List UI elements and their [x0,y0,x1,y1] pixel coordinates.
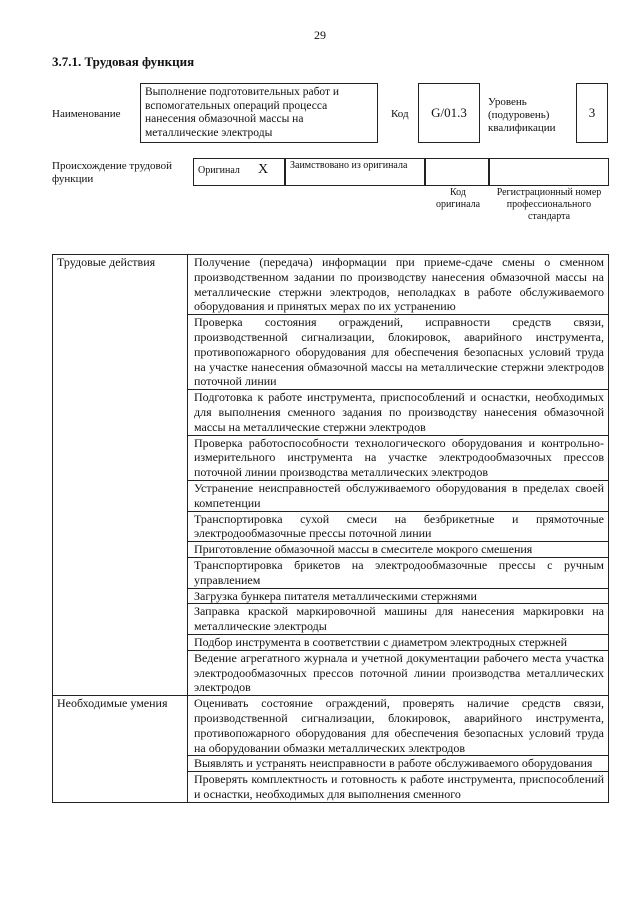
code-label: Код [391,108,409,120]
original-code-label: Код оригинала [435,187,481,210]
origin-label: Происхождение трудовой функции [52,160,173,185]
original-mark: X [258,162,269,177]
original-code-box [425,158,489,186]
table-cell: Приготовление обмазочной массы в смесителе мокрого смешения [188,542,609,558]
table-cell: Заправка краской маркировочной машины для нанесения маркировки на металлические электроды [188,604,609,635]
original-label: Оригинал [198,165,240,176]
table-row [53,255,609,315]
category-cell: Трудовые действия [53,255,188,696]
table-cell: Загрузка бункера питателя металлическими стержнями [188,588,609,604]
labor-function-table [52,254,609,803]
table-cell: Устранение неисправностей обслуживаемого оборудования в пределах своей компетенции [188,480,609,511]
table-row [53,696,609,756]
table-cell: Проверка состояния ограждений, исправности средств связи, производственной сигнализации, блокировок, аварийного инструмента, противопожарного оборудования для обеспечения безопасных условий труда на участке нанесения обмазочной массы на металлические стержни электродов поточной линии [188,315,609,390]
original-box [193,158,285,186]
table-cell: Получение (передача) информации при приеме-сдаче смены о сменном производственном задании по производству нанесения обмазочной массы на металлические стержни электродов, неполадках в работе обслуживаемого оборудования и принятых мерах по их устранению [188,255,609,315]
table-cell: Выявлять и устранять неисправности в работе обслуживаемого оборудования [188,756,609,772]
category-cell: Необходимые умения [53,696,188,803]
qualification-level-box: 3 [576,83,608,143]
borrowed-box: Заимствовано из оригинала [285,158,425,186]
function-name-box: Выполнение подготовительных работ и вспомогательных операций процесса нанесения обмазочной массы на металлические электроды [140,83,378,143]
table-cell: Транспортировка брикетов на электродообмазочные прессы с ручным управлением [188,557,609,588]
table-cell: Подбор инструмента в соответствии с диаметром электродных стержней [188,634,609,650]
table-cell: Транспортировка сухой смеси на безбрикетные и прямоточные электродообмазочные прессы поточной линии [188,511,609,542]
code-value-box: G/01.3 [418,83,480,143]
table-cell: Ведение агрегатного журнала и учетной документации рабочего места участка электродообмазочных прессов поточной линии производства металлических электродов [188,650,609,695]
table-cell: Подготовка к работе инструмента, приспособлений и оснастки, необходимых для выполнения сменного задания по производству нанесения обмазочной массы на металлические стержни электродов [188,390,609,435]
table-cell: Проверка работоспособности технологического оборудования и контрольно-измерительного инструмента на участке электродообмазочных прессов поточной линии производства металлических электродов [188,435,609,480]
registration-number-label: Регистрационный номер профессионального стандарта [496,187,602,222]
table-cell: Проверять комплектность и готовность к работе инструмента, приспособлений и оснастки, необходимых для выполнения сменного [188,772,609,803]
page-number: 29 [314,28,326,42]
qualification-level-label: Уровень (подуровень) квалификации [488,96,556,134]
name-label: Наименование [52,108,121,120]
registration-number-box [489,158,609,186]
section-title: 3.7.1. Трудовая функция [52,54,195,69]
table-cell: Оценивать состояние ограждений, проверять наличие средств связи, производственной сигнализации, блокировок, аварийного инструмента, противопожарного оборудования для обеспечения безопасных условий труда на оборудовании обмазки металлических электродов [188,696,609,756]
